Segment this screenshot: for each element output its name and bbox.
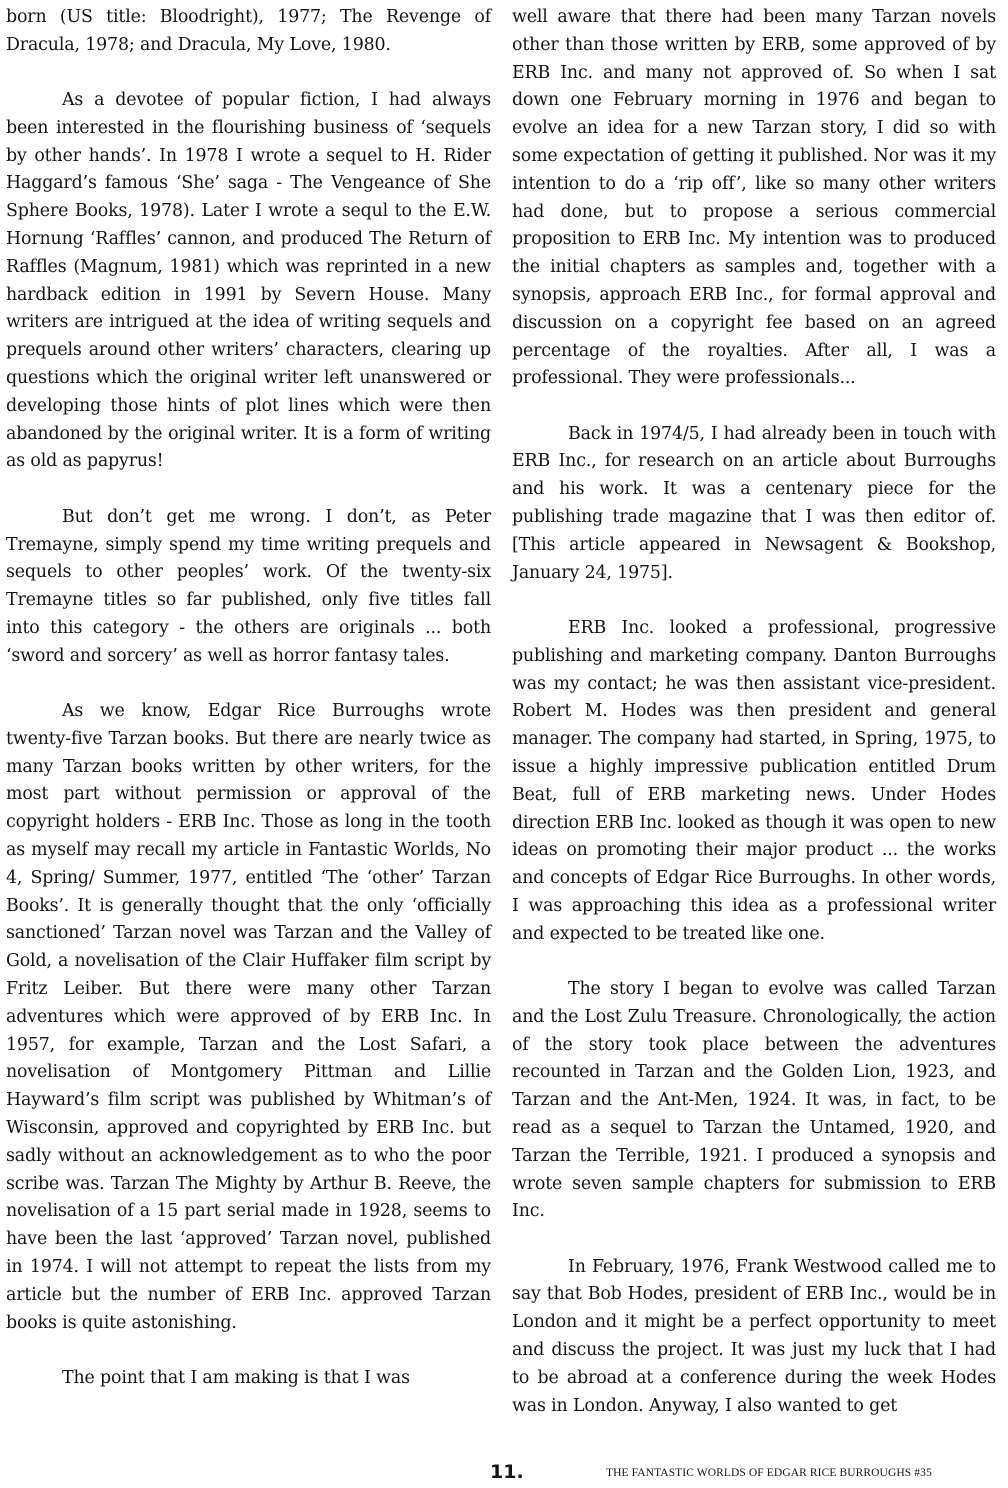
paragraph-sequels-by-other-hands: As a devotee of popular fiction, I had always been interested in the flourishing business of ‘sequels by other hands’. In 1978 I wrote a sequel to H. Rider Haggard’s famous ‘She’ saga - The Vengeance of She Sphere Books, 1978). Later I wrote a sequl to the E.W. Hornung ‘Raffles’ cannon, and produced The Return of Raffles (Magnum, 1981) which was reprinted in a new hardback edition in 1991 by Severn House. Many writers are intrigued at the idea of writing sequels and prequels around other writers’ characters, clearing up questions which the original writer left unanswered or developing those hints of plot lines which were then abandoned by the original writer. It is a form of writing as old as papyrus! (6, 90, 491, 472)
paragraph-point-i-am-making: The point that I am making is that I was (62, 1367, 410, 1388)
paragraph-back-in-1974: Back in 1974/5, I had already been in touch with ERB Inc., for research on an article about Burroughs and his work. It was a centenary piece for the publishing trade magazine that I was then editor of. [This article appeared in Newsagent & Bookshop, January 24, 1975]. (512, 423, 996, 583)
page-number: 11. (490, 1461, 524, 1483)
left-column (6, 4, 491, 1393)
right-column (512, 4, 996, 1420)
paragraph-erb-inc-professional: ERB Inc. looked a professional, progressive publishing and marketing company. Danton Burroughs was my contact; he was then assistant vice-president. Robert M. Hodes was then president and general manager. The company had started, in Spring, 1975, to issue a highly impressive publication entitled Drum Beat, full of ERB marketing news. Under Hodes direction ERB Inc. looked as though it was open to new ideas on promoting their major product ... the works and concepts of Edgar Rice Burroughs. In other words, I was approaching this idea as a professional writer and expected to be treated like one. (512, 617, 996, 944)
paragraph-lost-zulu-treasure: The story I began to evolve was called Tarzan and the Lost Zulu Treasure. Chronologically, the action of the story took place between the adventures recounted in Tarzan and the Golden Lion, 1923, and Tarzan and the Ant-Men, 1924. It was, in fact, to be read as a sequel to Tarzan the Untamed, 1920, and Tarzan the Terrible, 1921. I produced a synopsis and wrote seven sample chapters for submission to ERB Inc. (512, 979, 996, 1222)
paragraph-tremayne-titles: But don’t get me wrong. I don’t, as Peter Tremayne, simply spend my time writing prequels and sequels to other peoples’ work. Of the twenty-six Tremayne titles so far published, only five titles fall into this category - the others are originals ... both ‘sword and sorcery’ as well as horror fantasy tales. (6, 506, 491, 666)
paragraph-continued: born (US title: Bloodright), 1977; The Revenge of Dracula, 1978; and Dracula, My Love, 1980. (6, 7, 491, 55)
paragraph-february-1976: In February, 1976, Frank Westwood called me to say that Bob Hodes, president of ERB Inc., would be in London and it might be a perfect opportunity to meet and discuss the project. It was just my luck that I had to be abroad at a conference during the week Hodes was in London. Anyway, I also wanted to get (512, 1256, 996, 1416)
paragraph-other-tarzan-books: As we know, Edgar Rice Burroughs wrote twenty-five Tarzan books. But there are nearly twice as many Tarzan books written by other writers, for the most part without permission or approval of the copyright holders - ERB Inc. Those as long in the tooth as myself may recall my article in Fantastic Worlds, No 4, Spring/ Summer, 1977, entitled ‘The ‘other’ Tarzan Books’. It is generally thought that the only ‘officially sanctioned’ Tarzan novel was Tarzan and the Valley of Gold, a novelisation of the Clair Huffaker film script by Fritz Leiber. But there were many other Tarzan adventures which were approved of by ERB Inc. In 1957, for example, Tarzan and the Lost Safari, a novelisation of Montgomery Pittman and Lillie Hayward’s film script was published by Whitman’s of Wisconsin, approved and copyrighted by ERB Inc. but sadly without an acknowledgement as to who the poor scribe was. Tarzan The Mighty by Arthur B. Reeve, the novelisation of a 15 part serial made in 1928, seems to have been the last ‘approved’ Tarzan novel, published in 1974. I will not attempt to repeat the lists from my article but the number of ERB Inc. approved Tarzan books is quite astonishing. (6, 701, 491, 1333)
running-footer-title: THE FANTASTIC WORLDS OF EDGAR RICE BURROUGHS #35 (606, 1467, 932, 1479)
paragraph-continued: well aware that there had been many Tarzan novels other than those written by ERB, some approved of by ERB Inc. and many not approved of. So when I sat down one February morning in 1976 and began to evolve an idea for a new Tarzan story, I did so with some expectation of getting it published. Nor was it my intention to do a ‘rip off’, like so many other writers had done, but to propose a serious commercial proposition to ERB Inc. My intention was to produced the initial chapters as samples and, together with a synopsis, approach ERB Inc., for formal approval and discussion on a copyright fee based on an agreed percentage of the royalties. After all, I was a professional. They were professionals... (512, 7, 996, 389)
